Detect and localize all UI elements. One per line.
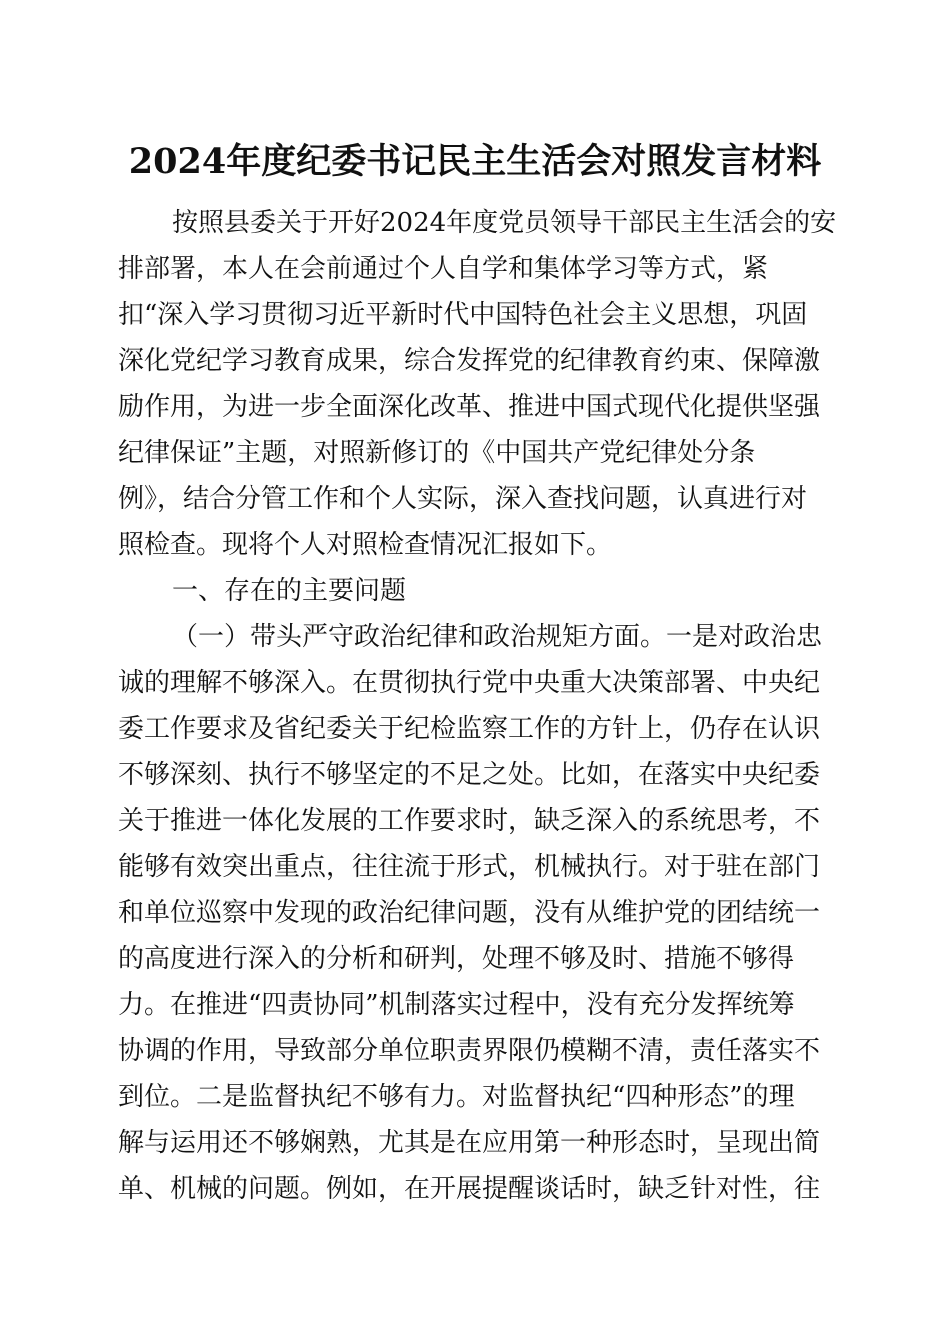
paragraph-line: 诚的理解不够深入。在贯彻执行党中央重大决策部署、中央纪 (118, 668, 821, 698)
paragraph-line: 解与运用还不够娴熟，尤其是在应用第一种形态时，呈现出简 (118, 1128, 821, 1158)
paragraph-line: 协调的作用，导致部分单位职责界限仍模糊不清，责任落实不 (118, 1036, 821, 1066)
paragraph-line: 扣“深入学习贯彻习近平新时代中国特色社会主义思想，巩固 (118, 300, 808, 330)
paragraph-line: 的高度进行深入的分析和研判，处理不够及时、措施不够得 (118, 944, 795, 974)
paragraph-line: 照检查。现将个人对照检查情况汇报如下。 (118, 530, 613, 560)
paragraph-line: 按照县委关于开好2024年度党员领导干部民主生活会的安 (172, 208, 837, 238)
paragraph-line: （一）带头严守政治纪律和政治规矩方面。一是对政治忠 (172, 622, 823, 652)
paragraph-line: 力。在推进“四责协同”机制落实过程中，没有充分发挥统筹 (118, 990, 795, 1020)
paragraph-line: 不够深刻、执行不够坚定的不足之处。比如，在落实中央纪委 (118, 760, 821, 790)
document-title: 2024年度纪委书记民主生活会对照发言材料 (128, 141, 822, 182)
paragraph-line: 排部署，本人在会前通过个人自学和集体学习等方式，紧 (118, 254, 769, 284)
section-heading: 一、存在的主要问题 (172, 576, 407, 606)
paragraph-line: 纪律保证”主题，对照新修订的《中国共产党纪律处分条 (118, 438, 756, 468)
paragraph-line: 到位。二是监督执纪不够有力。对监督执纪“四种形态”的理 (118, 1082, 795, 1112)
paragraph-line: 单、机械的问题。例如，在开展提醒谈话时，缺乏针对性，往 (118, 1174, 821, 1204)
paragraph-line: 例》，结合分管工作和个人实际，深入查找问题，认真进行对 (118, 484, 808, 514)
paragraph-line: 励作用，为进一步全面深化改革、推进中国式现代化提供坚强 (118, 392, 821, 422)
paragraph-line: 和单位巡察中发现的政治纪律问题，没有从维护党的团结统一 (118, 898, 821, 928)
document-body (118, 200, 837, 1212)
paragraph-line: 委工作要求及省纪委关于纪检监察工作的方针上，仍存在认识 (118, 714, 821, 744)
paragraph-line: 能够有效突出重点，往往流于形式，机械执行。对于驻在部门 (118, 852, 821, 882)
paragraph-line: 关于推进一体化发展的工作要求时，缺乏深入的系统思考，不 (118, 806, 821, 836)
paragraph-line: 深化党纪学习教育成果，综合发挥党的纪律教育约束、保障激 (118, 346, 821, 376)
